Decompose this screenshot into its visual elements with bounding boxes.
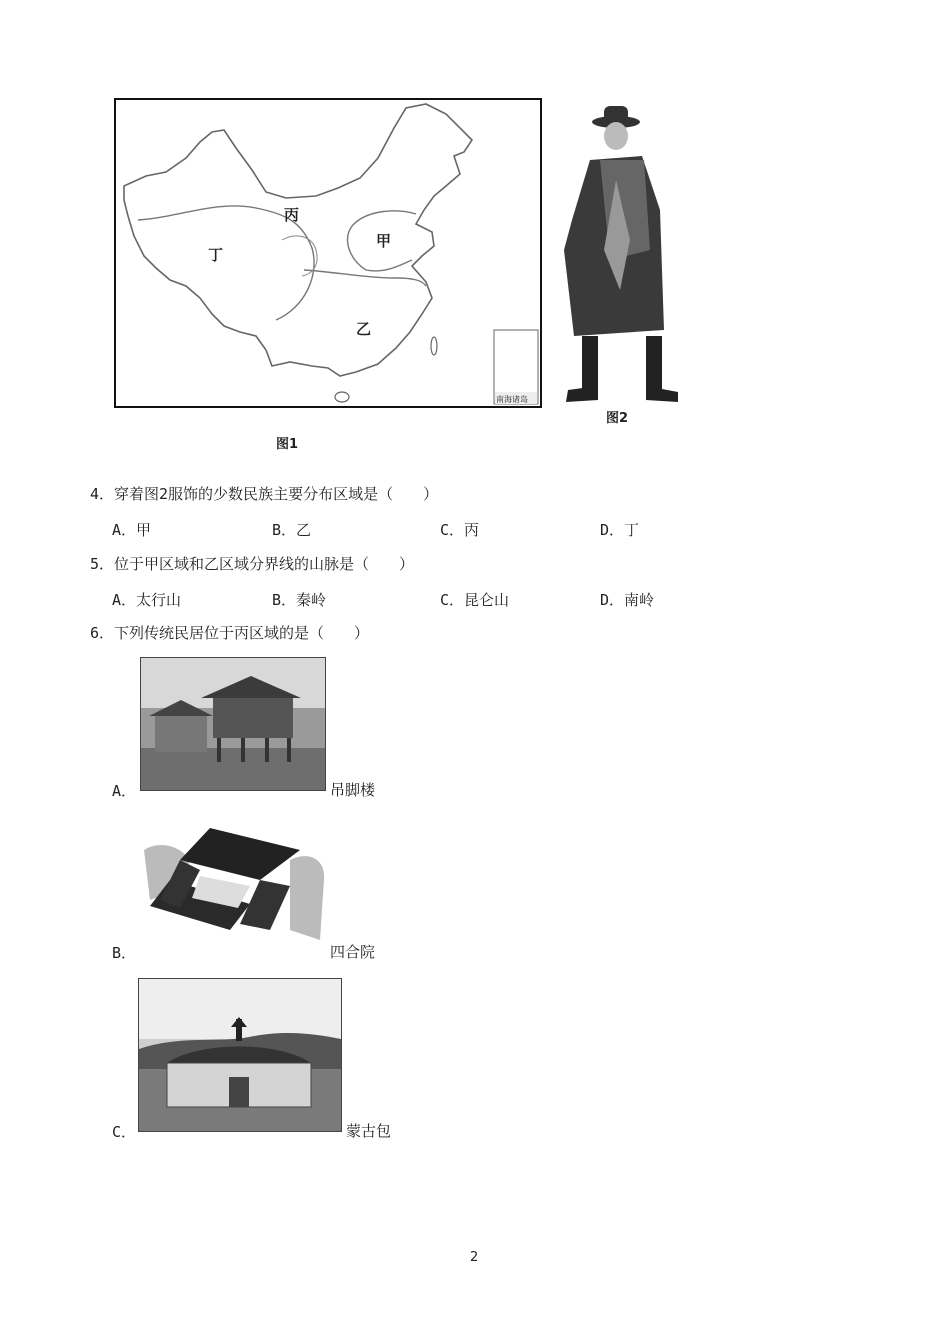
q6-option-c-letter[interactable]: C． — [112, 1123, 137, 1141]
question-5-text: 5．位于甲区域和乙区域分界线的山脉是（ ） — [90, 555, 415, 573]
q5-option-b[interactable]: B．秦岭 — [272, 591, 327, 609]
map-label-bing: 丙 — [284, 206, 300, 224]
q6-option-a-letter[interactable]: A． — [112, 782, 137, 800]
q6-option-b-image[interactable] — [140, 820, 326, 952]
stilt-house-icon — [141, 658, 325, 790]
q4-option-a[interactable]: A．甲 — [112, 521, 152, 539]
figure2-caption: 图2 — [606, 411, 629, 426]
q6-option-a-image[interactable] — [140, 657, 326, 791]
q5-option-d[interactable]: D．南岭 — [600, 591, 655, 609]
yurt-icon — [139, 979, 341, 1131]
courtyard-house-icon — [140, 820, 326, 952]
figure2-costume-image — [560, 100, 690, 408]
q6-option-b-letter[interactable]: B． — [112, 944, 137, 962]
map-label-ding: 丁 — [208, 246, 224, 264]
q4-option-c[interactable]: C．丙 — [440, 521, 480, 539]
china-map-outline — [116, 100, 540, 406]
question-6-text: 6．下列传统民居位于丙区域的是（ ） — [90, 624, 370, 642]
q5-option-c[interactable]: C．昆仑山 — [440, 591, 510, 609]
q4-option-d[interactable]: D．丁 — [600, 521, 640, 539]
map-inset-label: 南海诸岛 — [496, 395, 528, 404]
q4-option-b[interactable]: B．乙 — [272, 521, 312, 539]
q6-option-b-name: 四合院 — [330, 943, 376, 961]
person-in-costume-icon — [560, 100, 690, 408]
question-4-text: 4．穿着图2服饰的少数民族主要分布区域是（ ） — [90, 485, 439, 503]
page-number: 2 — [470, 1250, 479, 1265]
q6-option-c-image[interactable] — [138, 978, 342, 1132]
q6-option-c-name: 蒙古包 — [346, 1122, 392, 1140]
figure1-map — [114, 98, 542, 408]
q6-option-a-name: 吊脚楼 — [330, 781, 376, 799]
map-label-jia: 甲 — [376, 232, 392, 250]
q5-option-a[interactable]: A．太行山 — [112, 591, 182, 609]
figure1-caption: 图1 — [276, 437, 299, 452]
map-label-yi: 乙 — [356, 320, 372, 338]
